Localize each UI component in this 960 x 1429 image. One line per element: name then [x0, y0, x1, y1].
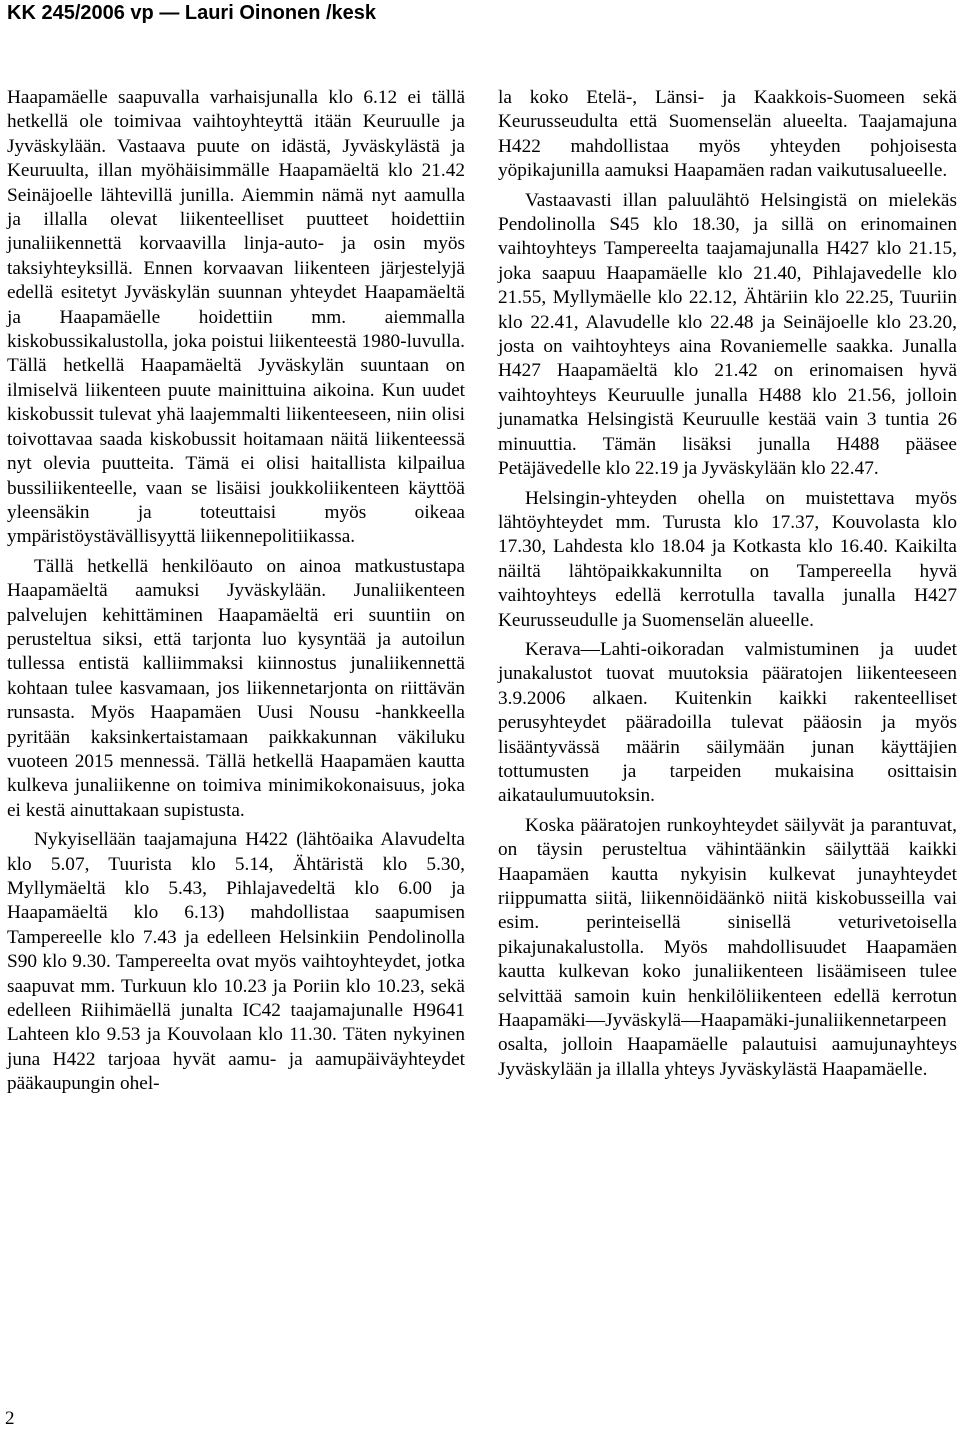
paragraph: Haapamäelle saapuvalla varhaisjunalla klo 6.12 ei tällä hetkellä ole toimivaa vaihtoyhteyttä itään Keuruulle ja Jyväskylään. Vastaava puute on idästä, Jyväskylästä ja Keuruulta, illan myöhäisimmälle Haapamäeltä klo 21.42 Seinäjoelle lähtevillä junilla. Aiemmin nämä nyt aamulla ja illalla olevat liikenteelliset puutteet hoidettiin junaliikennettä korvaavilla linja-auto- ja osin myös taksiyhteyksillä. Ennen korvaavan liikenteen järjestelyjä edellä esitetyt Jyväskylän suunnan yhteydet Haapamäeltä ja Haapamäelle hoidettiin mm. aiemmalla kiskobussikalustolla, joka poistui liikenteestä 1980-luvulla. Tällä hetkellä Haapamäeltä Jyväskylän suuntaan on ilmiselvä liikenteen puute mainittuina aikoina. Kun uudet kiskobussit tulevat yhä laajemmalti liikenteeseen, niin olisi toivottavaa saada kiskobussit hoitamaan näitä liikenteessä nyt olevia puutteita. Tämä ei olisi haitallista kilpailua bussiliikenteelle, vaan se lisäisi joukkoliikenteen käyttöä yleensäkin ja toteuttaisi myös oikeaa ympäristöystävällisyyttä liikennepolitiikassa.: [7, 87, 465, 548]
right-column: [498, 86, 957, 1087]
paragraph: Koska pääratojen runkoyhteydet säilyvät ja parantuvat, on täysin perusteltua vähintäänkin säilyttää kaikki Haapamäen kautta nykyisin kulkevat junayhteydet riippumatta siitä, liikennöidäänkö niitä kiskobusseilla vai esim. perinteisellä sinisellä veturivetoisella pikajunakalustolla. Myös mahdollisuudet Haapamäen kautta kulkevan koko junaliikenteen lisäämiseen tulee selvittää samoin kuin henkilöliikenteen edellä kerrotun Haapamäki—Jyväskylä—Haapamäki-junaliikennetarpeen osalta, jolloin Haapamäelle palautuisi aamujunayhteys Jyväskylään ja illalla yhteys Jyväskylästä Haapamäelle.: [498, 814, 957, 1080]
left-column: [7, 86, 465, 1102]
paragraph: Kerava—Lahti-oikoradan valmistuminen ja uudet junakalustot tuovat muutoksia pääratojen liikenteeseen 3.9.2006 alkaen. Kuitenkin kaikki rakenteelliset perusyhteydet pääradoilla tulevat pääosin ja myös lisääntyvässä määrin säilymään junan käyttäjien tottumusten ja tarpeiden mukaisina osittaisin aikataulumuutoksin.: [498, 638, 957, 807]
page-number: 2: [5, 1408, 15, 1429]
running-header: KK 245/2006 vp — Lauri Oinonen /kesk: [7, 2, 377, 24]
paragraph: Tällä hetkellä henkilöauto on ainoa matkustustapa Haapamäeltä aamuksi Jyväskylään. Junaliikenteen palvelujen kehittäminen Haapamäeltä eri suuntiin on perusteltua siksi, että tarjonta luo kysyntää ja autoilun tullessa entistä kalliimmaksi kiinnostus junaliikennettä kohtaan tulee kasvamaan, jos liikennetarjonta on riittävän runsasta. Myös Haapamäen Uusi Nousu -hankkeella pyritään kaksinkertaistamaan paikkakunnan väkiluku vuoteen 2015 mennessä. Tällä hetkellä Haapamäen kautta kulkeva junaliikenne on toimiva minimikokonaisuus, joka ei kestä ainuttakaan supistusta.: [7, 555, 465, 821]
paragraph: Helsingin-yhteyden ohella on muistettava myös lähtöyhteydet mm. Turusta klo 17.37, Kouvolasta klo 17.30, Lahdesta klo 18.04 ja Kotkasta klo 16.40. Kaikilta näiltä lähtöpaikkakunnilta on Tampereella hyvä vaihtoyhteys edellä kerrotulla tavalla junalla H427 Keurusseudulle ja Suomenselän alueelle.: [498, 487, 957, 631]
paragraph: Nykyisellään taajamajuna H422 (lähtöaika Alavudelta klo 5.07, Tuurista klo 5.14, Ähtäristä klo 5.30, Myllymäeltä klo 5.43, Pihlajavedeltä klo 6.00 ja Haapamäeltä klo 6.13) mahdollistaa saapumisen Tampereelle klo 7.43 ja edelleen Helsinkiin Pendolinolla S90 klo 9.30. Tampereelta ovat myös vaihtoyhteydet, jotka saapuvat mm. Turkuun klo 10.23 ja Poriin klo 10.23, sekä edelleen Riihimäellä junalta IC42 taajamajunalle H9641 Lahteen klo 9.53 ja Kouvolaan klo 11.30. Täten nykyinen juna H422 tarjoaa hyvät aamu- ja aamupäiväyhteydet pääkaupungin ohel-: [7, 829, 465, 1095]
paragraph: Vastaavasti illan paluulähtö Helsingistä on mielekäs Pendolinolla S45 klo 18.30, ja sillä on erinomainen vaihtoyhteys Tampereelta taajamajunalla H427 klo 21.15, joka saapuu Haapamäelle klo 21.40, Pihlajavedelle klo 21.55, Myllymäelle klo 22.12, Ähtäriin klo 22.25, Tuuriin klo 22.41, Alavudelle klo 22.48 ja Seinäjoelle klo 23.20, josta on vaihtoyhteys aina Rovaniemelle saakka. Junalla H427 Haapamäeltä klo 21.42 on erinomaisen hyvä vaihtoyhteys Keuruulle junalla H488 klo 21.56, jolloin junamatka Helsingistä Keuruulle kestää vain 3 tuntia 26 minuuttia. Tämän lisäksi junalla H488 pääsee Petäjävedelle klo 22.19 ja Jyväskylään klo 22.47.: [498, 189, 957, 480]
paragraph: la koko Etelä-, Länsi- ja Kaakkois-Suomeen sekä Keurusseudulta että Suomenselän alueelta. Taajamajuna H422 mahdollistaa myös yhteyden pohjoisesta yöpikajunilla aamuksi Haapamäen radan vaikutusalueelle.: [498, 87, 957, 182]
